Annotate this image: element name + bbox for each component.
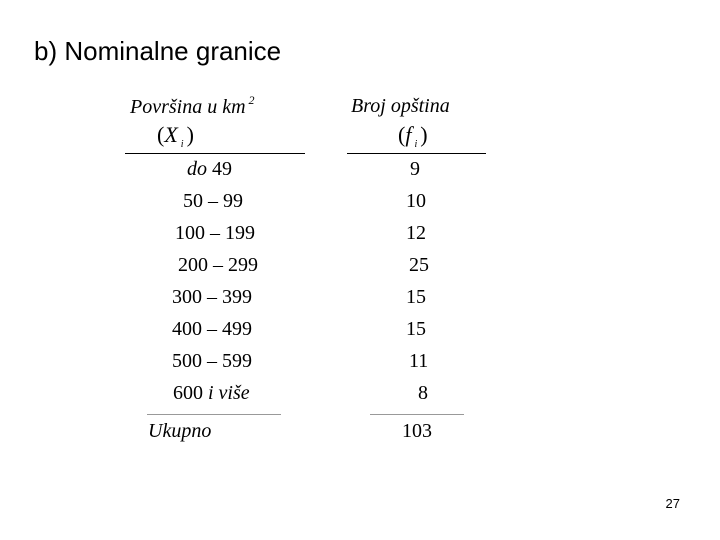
table-row-3-range: 100 – 199 <box>175 222 255 244</box>
table-row-6-range: 400 – 499 <box>172 318 252 340</box>
table-row-1-range: do 49 <box>187 158 232 180</box>
col1-symbol: (X $_i$ ) <box>157 122 194 150</box>
col2-symbol-variable: f <box>405 122 412 147</box>
table-row-7-count: 11 <box>409 350 429 372</box>
table-row-2-count: 10 <box>406 190 426 212</box>
col1-symbol-variable: X <box>164 122 178 147</box>
table-row-5-count: 15 <box>406 286 426 308</box>
table-row-8-range: 600 i više <box>173 382 250 404</box>
table-row-1-count: 9 <box>410 158 420 180</box>
table-row-3-count: 12 <box>406 222 426 244</box>
col1-symbol-subscript: i <box>180 139 184 150</box>
col1-header-rule <box>125 153 305 154</box>
col1-header <box>130 94 255 117</box>
table-row-6-count: 15 <box>406 318 426 340</box>
table-row-4-count: 25 <box>409 254 429 276</box>
col2-symbol-subscript: i <box>414 139 418 150</box>
table-row-7-range: 500 – 599 <box>172 350 252 372</box>
table-row-5-range: 300 – 399 <box>172 286 252 308</box>
col1-total-rule <box>147 414 281 415</box>
total-label: Ukupno <box>148 420 212 442</box>
slide-title: b) Nominalne granice <box>34 36 282 66</box>
table-row-8-count: 8 <box>418 382 428 404</box>
page-number: 27 <box>665 496 680 511</box>
col2-symbol: (f $_i$ ) <box>398 122 428 150</box>
col1-header-superscript: 2 <box>248 93 255 107</box>
col2-total-rule <box>370 414 464 415</box>
table-row-4-range: 200 – 299 <box>178 254 258 276</box>
col1-header-label: Površina u km <box>130 96 246 118</box>
total-value: 103 <box>402 420 432 442</box>
col2-header-rule <box>347 153 486 154</box>
table-row-2-range: 50 – 99 <box>183 190 243 212</box>
col2-header: Broj opština <box>351 95 450 117</box>
